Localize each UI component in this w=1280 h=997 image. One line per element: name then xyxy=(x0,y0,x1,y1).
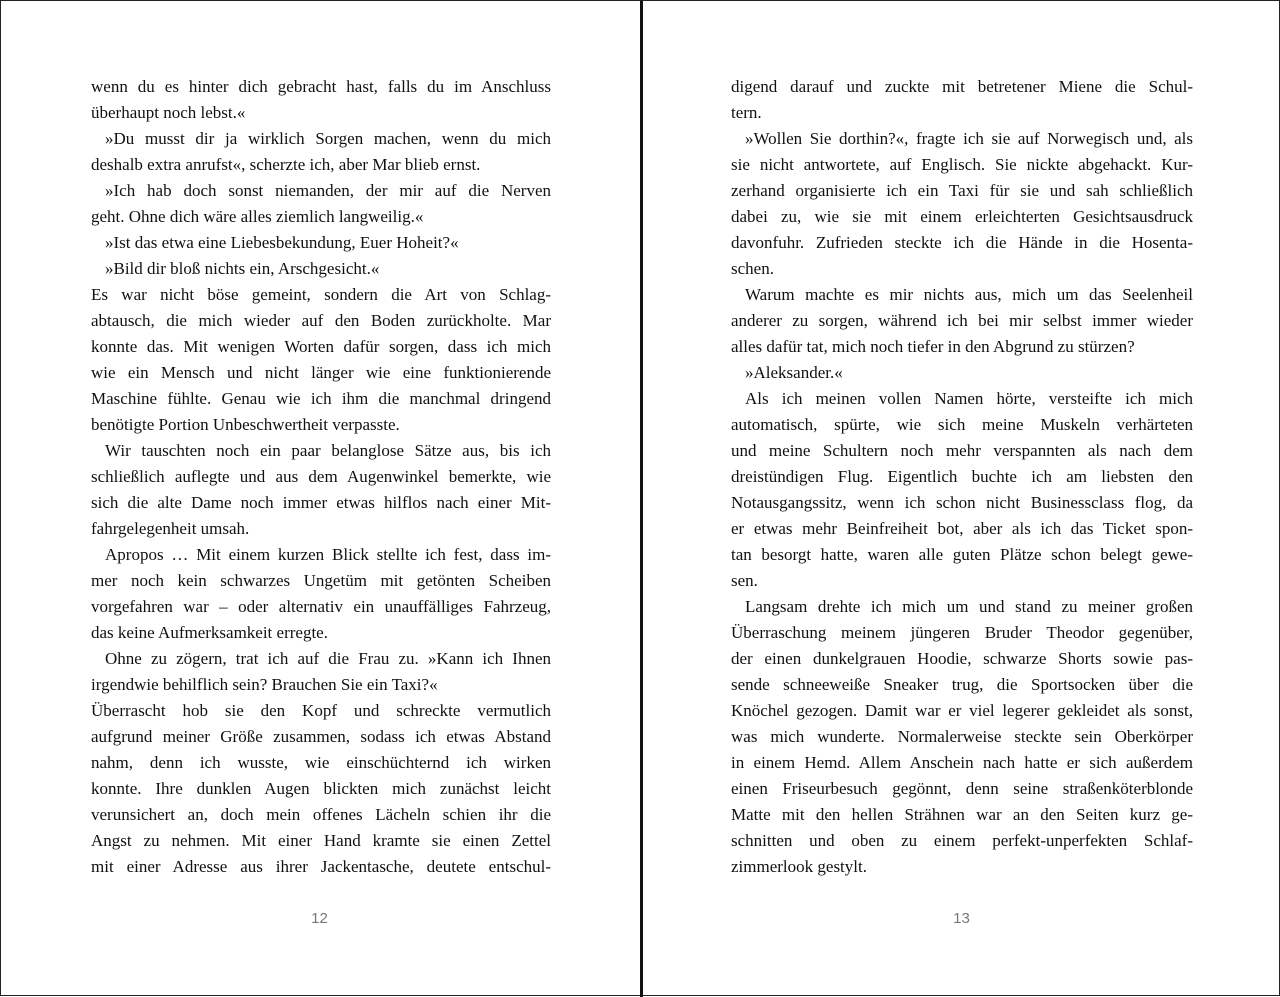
text-line: davonfuhr. Zufrieden steckte ich die Hände in die Hosenta- xyxy=(731,233,1193,252)
text-line: digend darauf und zuckte mit betretener Miene die Schul- xyxy=(731,77,1193,96)
text-line: automatisch, spürte, wie sich meine Muskeln verhärteten xyxy=(731,415,1193,434)
text-line: zimmerlook gestylt. xyxy=(731,857,867,876)
text-line: geht. Ohne dich wäre alles ziemlich langweilig.« xyxy=(91,207,424,226)
text-line: Ohne zu zögern, trat ich auf die Frau zu. »Kann ich Ihnen xyxy=(105,649,551,668)
text-line: fahrgelegenheit umsah. xyxy=(91,519,250,538)
text-line: Warum machte es mir nichts aus, mich um das Seelenheil xyxy=(745,285,1193,304)
text-line: was mich wunderte. Normalerweise steckte sein Oberkörper xyxy=(731,727,1193,746)
text-line: Überrascht hob sie den Kopf und schreckte vermutlich xyxy=(91,701,551,720)
text-line: in einem Hemd. Allem Anschein nach hatte er sich außerdem xyxy=(731,753,1193,772)
text-line: anderer zu sorgen, während ich bei mir selbst immer wieder xyxy=(731,311,1193,330)
text-line: und meine Schultern noch mehr verspannten als nach dem xyxy=(731,441,1193,460)
text-line: »Bild dir bloß nichts ein, Arschgesicht.« xyxy=(105,259,380,278)
text-line: verunsichert an, doch mein offenes Lächeln schien ihr die xyxy=(91,805,551,824)
text-line: irgendwie behilflich sein? Brauchen Sie ein Taxi?« xyxy=(91,675,438,694)
text-line: »Wollen Sie dorthin?«, fragte ich sie auf Norwegisch und, als xyxy=(745,129,1193,148)
text-line: »Du musst dir ja wirklich Sorgen machen, wenn du mich xyxy=(105,129,551,148)
text-line: überhaupt noch lebst.« xyxy=(91,103,246,122)
text-line: schen. xyxy=(731,259,774,278)
text-line: wie ein Mensch und nicht länger wie eine funktionierende xyxy=(91,363,551,382)
text-line: Wir tauschten noch ein paar belanglose Sätze aus, bis ich xyxy=(105,441,551,460)
text-line: Überraschung meinem jüngeren Bruder Theodor gegenüber, xyxy=(731,623,1193,642)
page-text xyxy=(91,74,551,880)
text-line: benötigte Portion Unbeschwertheit verpasste. xyxy=(91,415,400,434)
text-line: mer noch kein schwarzes Ungetüm mit getönten Scheiben xyxy=(91,571,551,590)
text-line: konnte. Ihre dunklen Augen blickten mich zunächst leicht xyxy=(91,779,551,798)
right-page xyxy=(643,1,1280,997)
text-line: sen. xyxy=(731,571,758,590)
text-line: tan besorgt hatte, waren alle guten Plätze schon belegt gewe- xyxy=(731,545,1193,564)
text-line: der einen dunkelgrauen Hoodie, schwarze Shorts sowie pas- xyxy=(731,649,1193,668)
text-line: wenn du es hinter dich gebracht hast, falls du im Anschluss xyxy=(91,77,551,96)
text-line: mit einer Adresse aus ihrer Jackentasche, deutete entschul- xyxy=(91,857,551,876)
text-line: das keine Aufmerksamkeit erregte. xyxy=(91,623,328,642)
text-line: dabei zu, wie sie mit einem erleichterten Gesichtsausdruck xyxy=(731,207,1193,226)
text-line: konnte das. Mit wenigen Worten dafür sorgen, dass ich mich xyxy=(91,337,551,356)
text-line: einen Friseurbesuch gegönnt, denn seine straßenköterblonde xyxy=(731,779,1193,798)
text-line: schnitten und oben zu einem perfekt-unperfekten Schlaf- xyxy=(731,831,1193,850)
text-line: sich die alte Dame noch immer etwas hilflos nach einer Mit- xyxy=(91,493,551,512)
page-number: 12 xyxy=(311,910,328,927)
text-line: sende schneeweiße Sneaker trug, die Sportsocken über die xyxy=(731,675,1193,694)
left-page xyxy=(1,1,640,997)
text-line: er etwas mehr Beinfreiheit bot, aber als ich das Ticket spon- xyxy=(731,519,1193,538)
text-line: abtausch, die mich wieder auf den Boden zurückholte. Mar xyxy=(91,311,551,330)
text-line: Apropos … Mit einem kurzen Blick stellte ich fest, dass im- xyxy=(105,545,551,564)
text-line: Knöchel gezogen. Damit war er viel legerer gekleidet als sonst, xyxy=(731,701,1193,720)
text-line: »Ich hab doch sonst niemanden, der mir auf die Nerven xyxy=(105,181,551,200)
page-text xyxy=(731,74,1193,880)
text-line: Maschine fühlte. Genau wie ich ihm die manchmal dringend xyxy=(91,389,551,408)
text-line: deshalb extra anrufst«, scherzte ich, aber Mar blieb ernst. xyxy=(91,155,481,174)
text-line: Es war nicht böse gemeint, sondern die Art von Schlag- xyxy=(91,285,551,304)
text-line: schließlich auflegte und aus dem Augenwinkel bemerkte, wie xyxy=(91,467,551,486)
text-line: alles dafür tat, mich noch tiefer in den Abgrund zu stürzen? xyxy=(731,337,1135,356)
text-line: Notausgangssitz, wenn ich schon nicht Businessclass flog, da xyxy=(731,493,1193,512)
text-line: Als ich meinen vollen Namen hörte, versteifte ich mich xyxy=(745,389,1193,408)
text-line: »Aleksander.« xyxy=(745,363,843,382)
text-line: »Ist das etwa eine Liebesbekundung, Euer Hoheit?« xyxy=(105,233,459,252)
text-line: aufgrund meiner Größe zusammen, sodass ich etwas Abstand xyxy=(91,727,551,746)
text-line: vorgefahren war – oder alternativ ein unauffälliges Fahrzeug, xyxy=(91,597,551,616)
text-line: zerhand organisierte ich ein Taxi für sie und sah schließlich xyxy=(731,181,1193,200)
text-line: nahm, denn ich wusste, wie einschüchternd ich wirken xyxy=(91,753,551,772)
text-line: Langsam drehte ich mich um und stand zu meiner großen xyxy=(745,597,1193,616)
text-line: tern. xyxy=(731,103,762,122)
page-number: 13 xyxy=(953,910,970,927)
text-line: sie nicht antwortete, auf Englisch. Sie nickte abgehackt. Kur- xyxy=(731,155,1193,174)
text-line: Matte mit den hellen Strähnen war an den Seiten kurz ge- xyxy=(731,805,1193,824)
text-line: Angst zu nehmen. Mit einer Hand kramte sie einen Zettel xyxy=(91,831,551,850)
text-line: dreistündigen Flug. Eigentlich buchte ich am liebsten den xyxy=(731,467,1193,486)
